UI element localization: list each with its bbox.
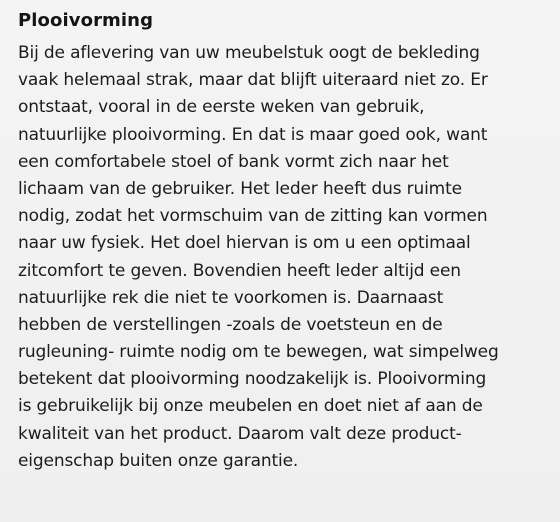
paragraph-line: natuurlijke rek die niet te voorkomen is. Daarnaast — [18, 287, 444, 308]
paragraph-line: rugleuning- ruimte nodig om te bewegen, wat simpelweg — [18, 342, 499, 363]
paragraph-line: nodig, zodat het vormschuim van de zitting kan vormen — [18, 206, 488, 227]
paragraph-line: vaak helemaal strak, maar dat blijft uiteraard niet zo. Er — [18, 70, 488, 91]
paragraph-line: Bij de aflevering van uw meubelstuk oogt de bekleding — [18, 43, 480, 63]
paragraph-line: eigenschap buiten onze garantie. — [18, 450, 299, 471]
paragraph-line: een comfortabele stoel of bank vormt zich naar het — [18, 151, 449, 172]
paragraph-line: kwaliteit van het product. Daarom valt deze product- — [18, 423, 462, 444]
section-heading: Plooivorming — [18, 10, 154, 31]
paragraph-line: natuurlijke plooivorming. En dat is maar goed ook, want — [18, 124, 488, 145]
body-paragraph — [18, 40, 548, 475]
paragraph-line: ontstaat, vooral in de eerste weken van gebruik, — [18, 97, 425, 118]
paragraph-line: betekent dat plooivorming noodzakelijk is. Plooivorming — [18, 369, 487, 390]
paragraph-line: zitcomfort te geven. Bovendien heeft leder altijd een — [18, 260, 461, 281]
paragraph-line: lichaam van de gebruiker. Het leder heeft dus ruimte — [18, 178, 462, 199]
paragraph-line: hebben de verstellingen -zoals de voetsteun en de — [18, 314, 443, 335]
paragraph-line: naar uw fysiek. Het doel hiervan is om u een optimaal — [18, 233, 471, 254]
paragraph-line: is gebruikelijk bij onze meubelen en doet niet af aan de — [18, 396, 483, 417]
